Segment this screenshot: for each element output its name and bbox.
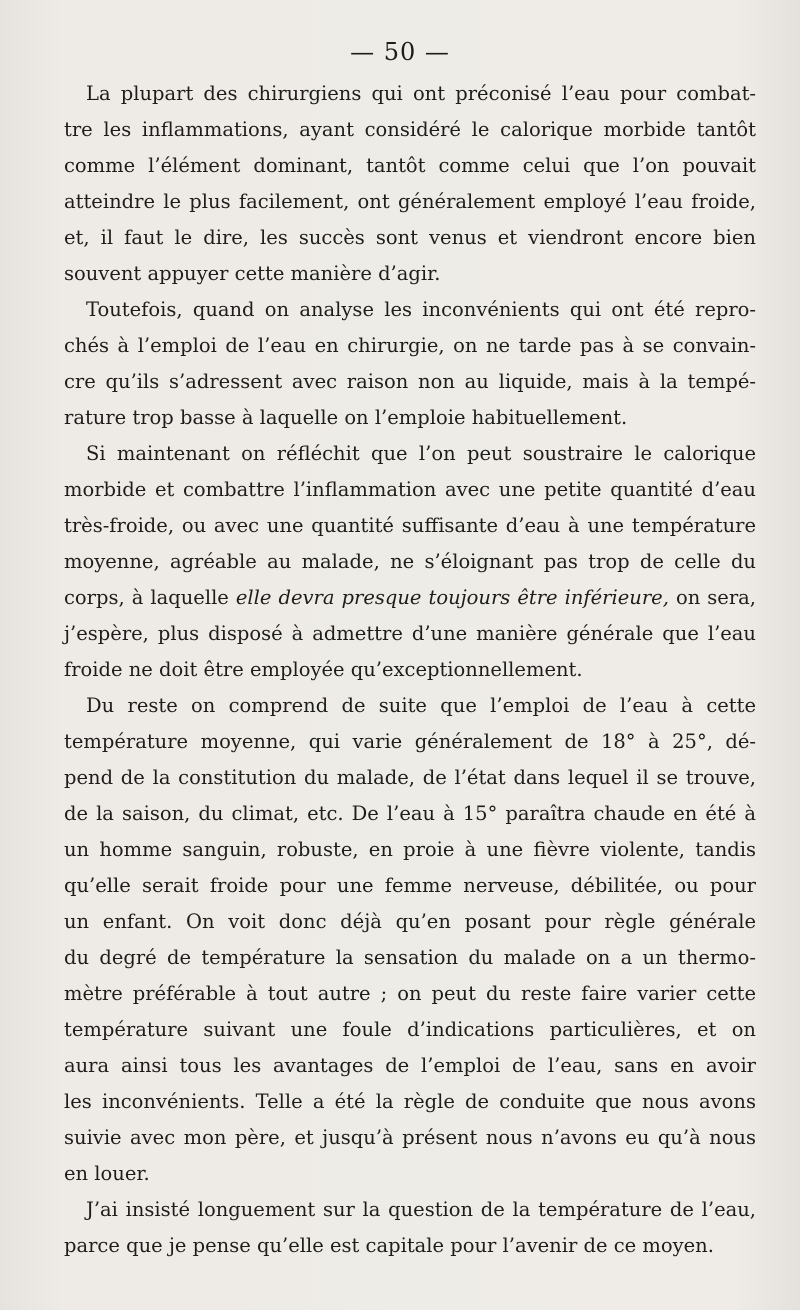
text-line: et, il faut le dire, les succès sont venus et viendront encore bien: [64, 226, 756, 249]
text-line: morbide et combattre l’inflammation avec une petite quantité d’eau: [64, 478, 756, 501]
text-line: La plupart des chirurgiens qui ont préconisé l’eau pour combat-: [86, 82, 756, 105]
text-line-with-italic: [64, 580, 756, 616]
text-line: du degré de température la sensation du malade on a un thermo-: [64, 946, 756, 969]
text-segment: corps, à laquelle: [64, 586, 229, 609]
text-line: moyenne, agréable au malade, ne s’éloignant pas trop de celle du: [64, 550, 756, 573]
text-line: un enfant. On voit donc déjà qu’en posant pour règle générale: [64, 910, 756, 933]
text-line: un homme sanguin, robuste, en proie à une fièvre violente, tandis: [64, 838, 756, 861]
text-line: très-froide, ou avec une quantité suffisante d’eau à une température: [64, 514, 756, 537]
text-line: tre les inflammations, ayant considéré le calorique morbide tantôt: [64, 118, 756, 141]
text-line: cre qu’ils s’adressent avec raison non au liquide, mais à la tempé-: [64, 370, 756, 393]
text-line: en louer.: [64, 1162, 150, 1185]
text-line: suivie avec mon père, et jusqu’à présent nous n’avons eu qu’à nous: [64, 1126, 756, 1149]
text-line: parce que je pense qu’elle est capitale pour l’avenir de ce moyen.: [64, 1234, 714, 1257]
text-line: atteindre le plus facilement, ont généralement employé l’eau froide,: [64, 190, 756, 213]
text-segment: on sera,: [675, 586, 756, 609]
text-line: de la saison, du climat, etc. De l’eau à 15° paraîtra chaude en été à: [64, 802, 756, 825]
page-number: — 50 —: [350, 38, 450, 66]
italic-phrase: elle devra presque toujours être inférieure,: [235, 586, 669, 609]
text-line: rature trop basse à laquelle on l’emploie habituellement.: [64, 406, 628, 429]
text-line: pend de la constitution du malade, de l’état dans lequel il se trouve,: [64, 766, 756, 789]
text-line: froide ne doit être employée qu’exceptionnellement.: [64, 658, 583, 681]
body-text: [64, 76, 756, 1264]
text-line: température suivant une foule d’indications particulières, et on: [64, 1018, 756, 1041]
text-line: mètre préférable à tout autre ; on peut du reste faire varier cette: [64, 982, 756, 1005]
text-line: Toutefois, quand on analyse les inconvénients qui ont été repro-: [86, 298, 756, 321]
text-line: chés à l’emploi de l’eau en chirurgie, on ne tarde pas à se convain-: [64, 334, 756, 357]
text-line: aura ainsi tous les avantages de l’emploi de l’eau, sans en avoir: [64, 1054, 756, 1077]
text-line: température moyenne, qui varie généralement de 18° à 25°, dé-: [64, 730, 756, 753]
text-line: Du reste on comprend de suite que l’emploi de l’eau à cette: [86, 694, 756, 717]
text-line: comme l’élément dominant, tantôt comme celui que l’on pouvait: [64, 154, 756, 177]
text-line: j’espère, plus disposé à admettre d’une manière générale que l’eau: [64, 622, 756, 645]
text-line: J’ai insisté longuement sur la question de la température de l’eau,: [86, 1198, 756, 1221]
text-line: souvent appuyer cette manière d’agir.: [64, 262, 441, 285]
text-line: Si maintenant on réfléchit que l’on peut soustraire le calorique: [86, 442, 756, 465]
text-line: qu’elle serait froide pour une femme nerveuse, débilitée, ou pour: [64, 874, 756, 897]
text-line: les inconvénients. Telle a été la règle de conduite que nous avons: [64, 1090, 756, 1113]
